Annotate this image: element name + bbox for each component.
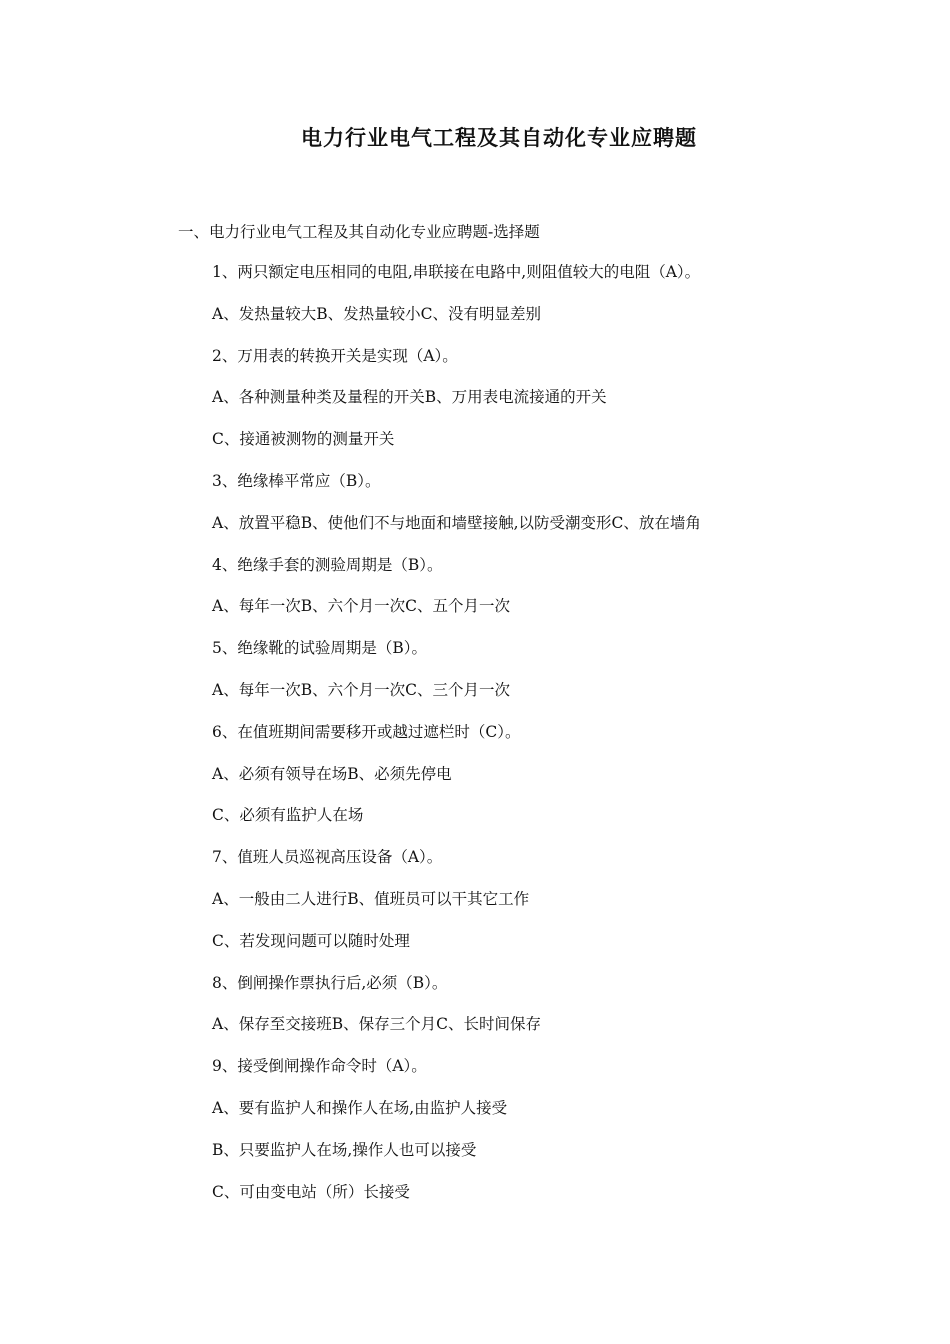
answer-options-line: C、可由变电站（所）长接受 [212,1182,410,1201]
question-line: 8、倒闸操作票执行后,必须（B）。 [212,973,448,992]
question-line: 7、值班人员巡视高压设备（A）。 [212,848,443,867]
answer-options-line: C、若发现问题可以随时处理 [212,931,410,950]
answer-options-line: A、发热量较大B、发热量较小C、没有明显差别 [212,304,541,323]
answer-options-line: A、一般由二人进行B、值班员可以干其它工作 [212,889,530,908]
question-line: 4、绝缘手套的测验周期是（B）。 [212,555,443,574]
answer-options-line: A、必须有领导在场B、必须先停电 [212,764,452,783]
answer-options-line: A、各种测量种类及量程的开关B、万用表电流接通的开关 [212,388,607,407]
question-line: 2、万用表的转换开关是实现（A）。 [212,346,458,365]
answer-options-line: A、保存至交接班B、保存三个月C、长时间保存 [212,1015,541,1034]
answer-options-line: A、每年一次B、六个月一次C、三个月一次 [212,680,510,699]
answer-options-line: A、放置平稳B、使他们不与地面和墙壁接触,以防受潮变形C、放在墙角 [212,513,701,532]
question-line: 6、在值班期间需要移开或越过遮栏时（C）。 [212,722,521,741]
document-title: 电力行业电气工程及其自动化专业应聘题 [301,125,697,150]
answer-options-line: C、必须有监护人在场 [212,806,364,825]
answer-options-line: A、要有监护人和操作人在场,由监护人接受 [212,1098,508,1117]
answer-options-line: C、接通被测物的测量开关 [212,430,395,449]
question-line: 9、接受倒闸操作命令时（A）。 [212,1057,427,1076]
question-line: 5、绝缘靴的试验周期是（B）。 [212,639,428,658]
answer-options-line: A、每年一次B、六个月一次C、五个月一次 [212,597,510,616]
section-heading: 一、电力行业电气工程及其自动化专业应聘题-选择题 [178,223,540,241]
question-line: 3、绝缘棒平常应（B）。 [212,471,381,490]
answer-options-line: B、只要监护人在场,操作人也可以接受 [212,1140,477,1159]
question-line: 1、两只额定电压相同的电阻,串联接在电路中,则阻值较大的电阻（A）。 [212,263,701,281]
question-list [212,262,701,1223]
